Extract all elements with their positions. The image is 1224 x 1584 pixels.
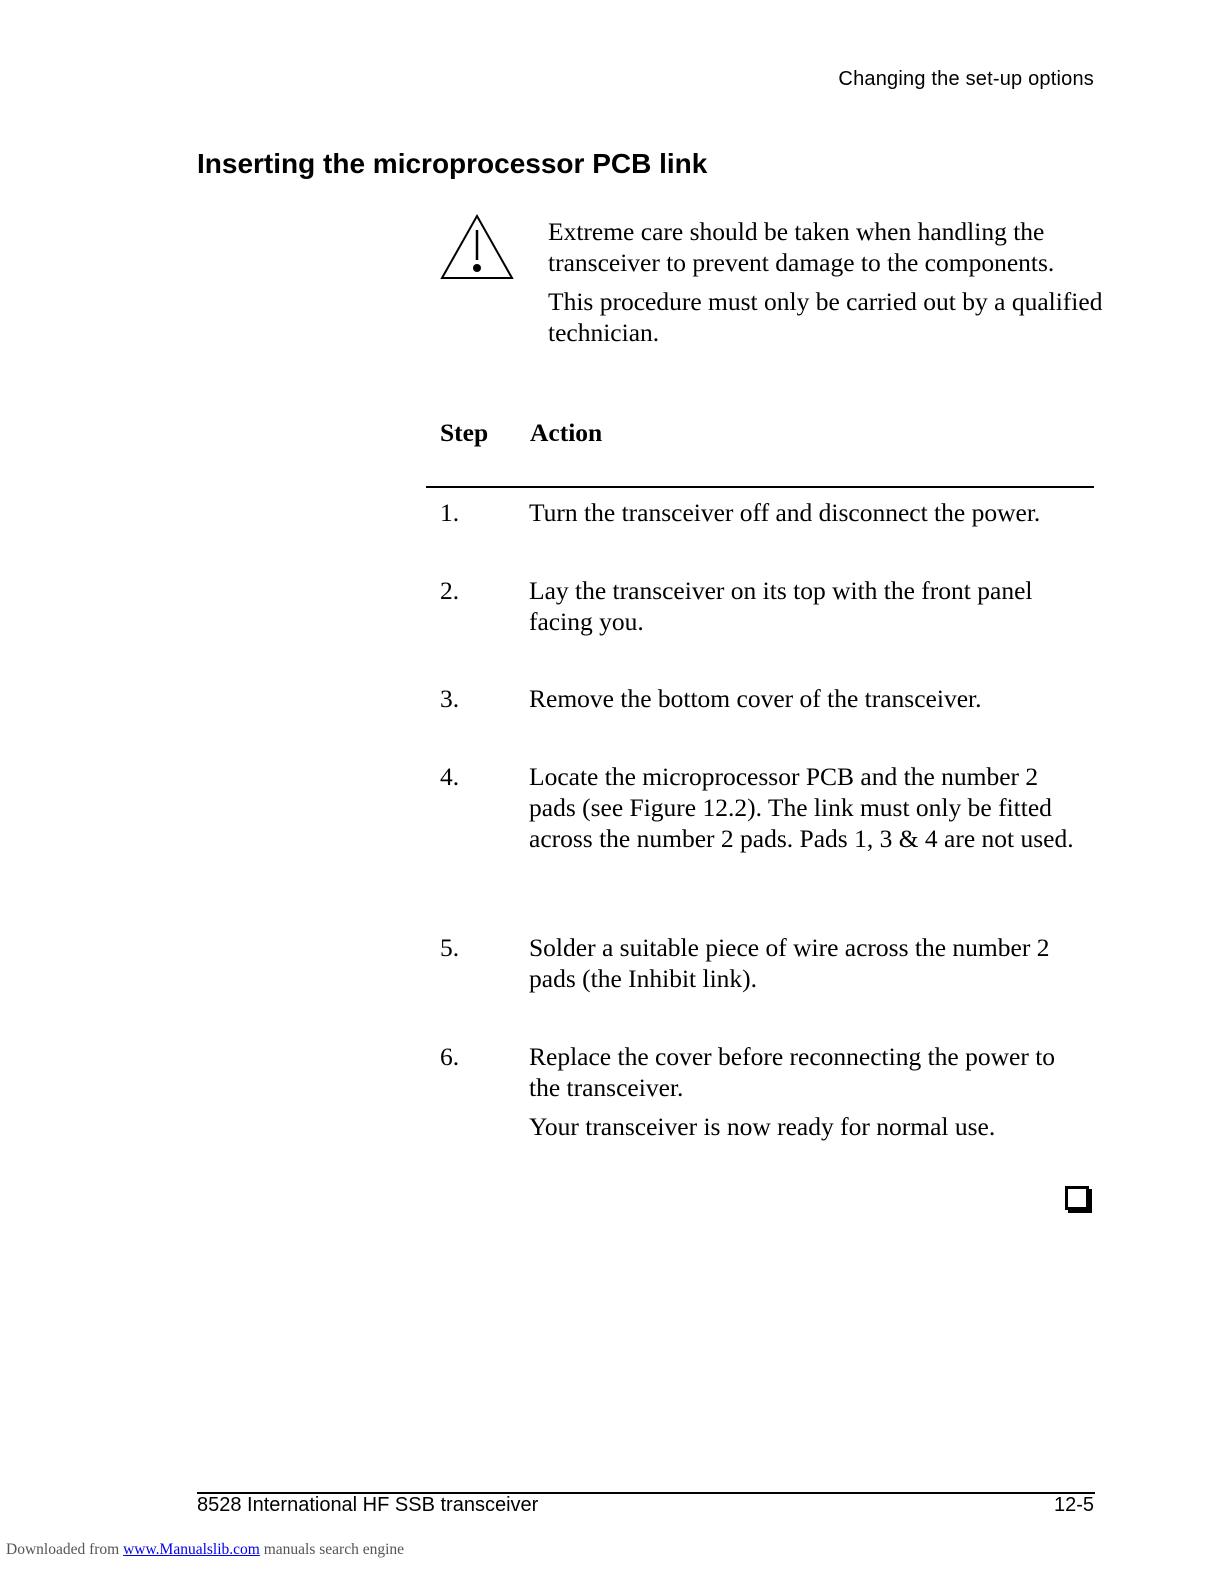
page-number: 12-5 [1053, 1494, 1094, 1516]
step-number: 6. [440, 1042, 460, 1071]
end-of-procedure-box-icon [1065, 1186, 1089, 1210]
step-action-text: Turn the transceiver off and disconnect the power. [529, 498, 1041, 527]
step-action-text: Your transceiver is now ready for normal use. [529, 1112, 996, 1141]
download-prefix: Downloaded from [6, 1541, 120, 1558]
step-number: 5. [440, 933, 460, 962]
step-action-text: Replace the cover before reconnecting the power to the transceiver. [529, 1042, 1056, 1102]
warning-paragraph: This procedure must only be carried out by a qualified technician. [548, 287, 1103, 347]
step-number: 3. [440, 684, 460, 713]
step-action-text: Solder a suitable piece of wire across the number 2 pads (the Inhibit link). [529, 933, 1050, 993]
footer-title: 8528 International HF SSB transceiver [197, 1494, 539, 1516]
warning-paragraph: Extreme care should be taken when handling the transceiver to prevent damage to the components. [548, 217, 1055, 277]
download-suffix: manuals search engine [263, 1541, 405, 1558]
step-number: 1. [440, 498, 460, 527]
step-column-header: Step [440, 418, 489, 447]
step-action-text: Remove the bottom cover of the transceiver. [529, 684, 982, 713]
warning-text [548, 216, 1108, 356]
step-number: 4. [440, 762, 460, 791]
running-header: Changing the set-up options [838, 68, 1094, 90]
table-header-rule [426, 486, 1094, 488]
download-notice [6, 1541, 404, 1559]
manualslib-link[interactable]: www.Manualslib.com [123, 1541, 260, 1558]
step-action-text: Lay the transceiver on its top with the front panel facing you. [529, 576, 1033, 636]
step-action [529, 575, 1089, 645]
step-action [529, 683, 1089, 722]
step-action [529, 497, 1089, 536]
page-title: Inserting the microprocessor PCB link [197, 148, 708, 179]
step-action-text: Locate the microprocessor PCB and the number 2 pads (see Figure 12.2). The link must only be fitted across the number 2 pads. Pads 1, 3 & 4 are not used. [529, 762, 1074, 853]
step-number: 2. [440, 576, 460, 605]
step-action [529, 761, 1089, 862]
action-column-header: Action [530, 418, 603, 447]
warning-triangle-icon [440, 214, 514, 280]
step-action [529, 932, 1089, 1002]
step-action [529, 1041, 1089, 1150]
